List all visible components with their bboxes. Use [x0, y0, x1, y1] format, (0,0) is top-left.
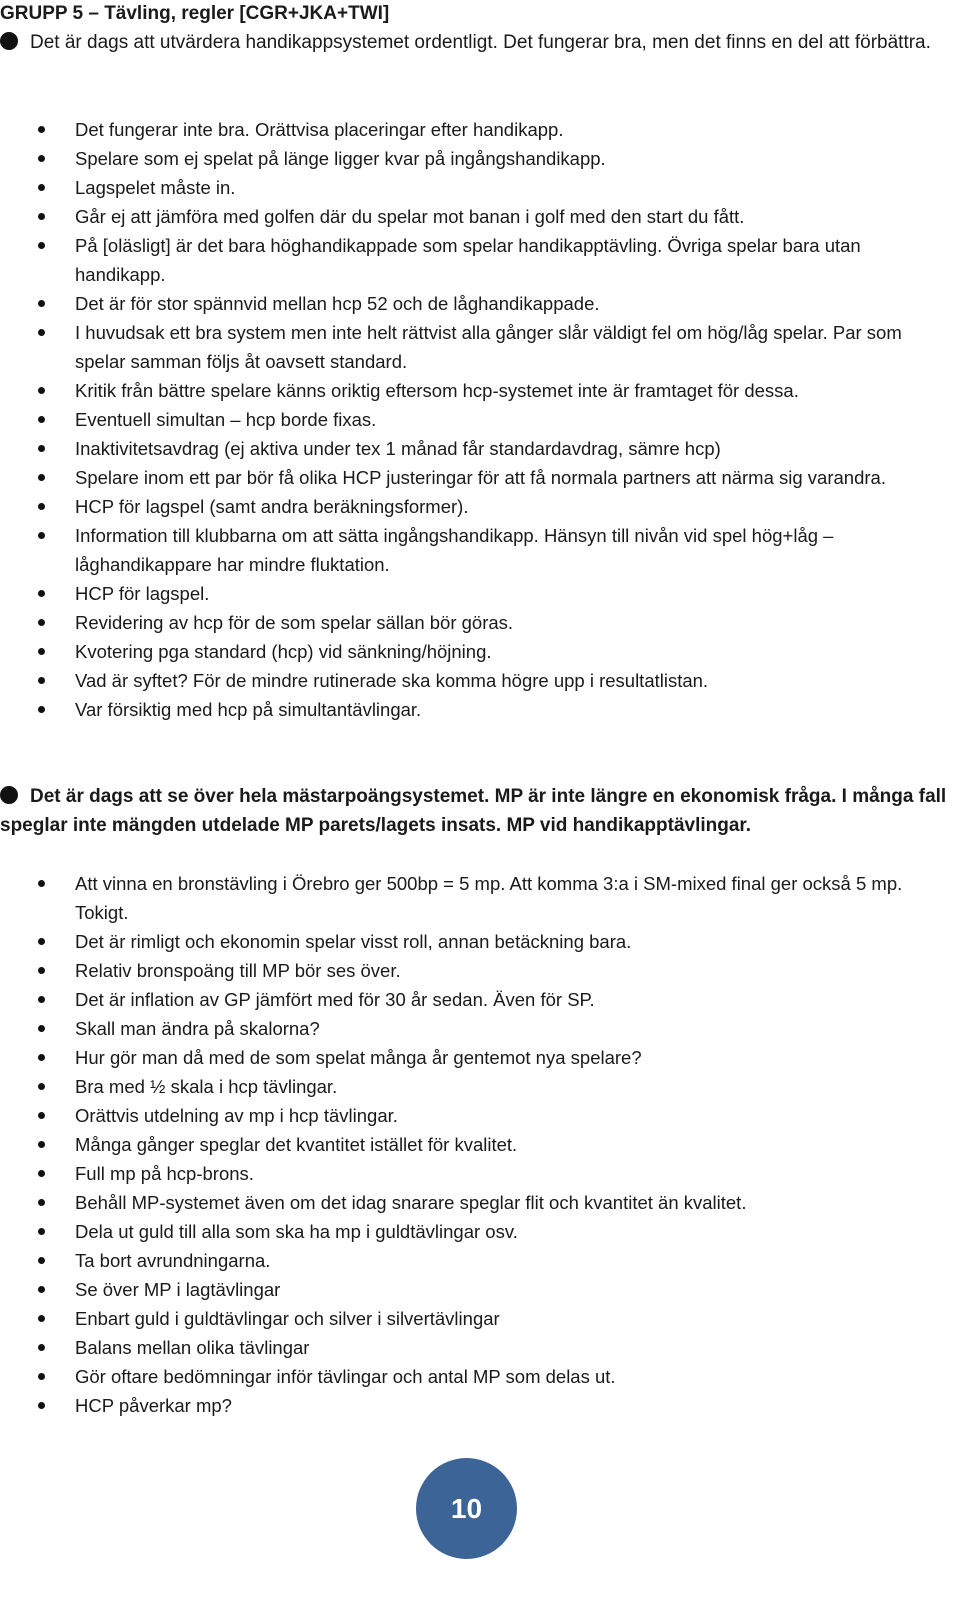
- list-item: Orättvis utdelning av mp i hcp tävlingar.: [0, 1101, 960, 1130]
- large-bullet-icon: [0, 786, 18, 804]
- list-item: Eventuell simultan – hcp borde fixas.: [0, 405, 960, 434]
- list-item: Revidering av hcp för de som spelar sällan bör göras.: [0, 608, 960, 637]
- list-item: Inaktivitetsavdrag (ej aktiva under tex 1 månad får standardavdrag, sämre hcp): [0, 434, 960, 463]
- list-item: Enbart guld i guldtävlingar och silver i silvertävlingar: [0, 1304, 960, 1333]
- list-item: Dela ut guld till alla som ska ha mp i guldtävlingar osv.: [0, 1217, 960, 1246]
- page-number-badge: 10: [416, 1458, 517, 1559]
- list-item: Kritik från bättre spelare känns oriktig eftersom hcp-systemet inte är framtaget för dessa.: [0, 376, 960, 405]
- list-item: På [oläsligt] är det bara höghandikappade som spelar handikapptävling. Övriga spelar bara utan handikapp.: [0, 231, 960, 289]
- section2-lead-text: Det är dags att se över hela mästarpoängsystemet. MP är inte längre en ekonomisk fråga. I många fall speglar inte mängden utdelade MP parets/lagets insats. MP vid handikapptävlingar.: [0, 786, 947, 836]
- list-item: Kvotering pga standard (hcp) vid sänkning/höjning.: [0, 637, 960, 666]
- large-bullet-icon: [0, 32, 18, 50]
- list-item: Bra med ½ skala i hcp tävlingar.: [0, 1072, 960, 1101]
- list-item: Spelare som ej spelat på länge ligger kvar på ingångshandikapp.: [0, 144, 960, 173]
- list-item: Lagspelet måste in.: [0, 173, 960, 202]
- list-item: HCP för lagspel (samt andra beräkningsformer).: [0, 492, 960, 521]
- page-title: GRUPP 5 – Tävling, regler [CGR+JKA+TWI]: [0, 3, 390, 24]
- section2-lead: [0, 782, 950, 840]
- list-item: Det är rimligt och ekonomin spelar visst roll, annan betäckning bara.: [0, 927, 960, 956]
- section1-list: [0, 115, 960, 724]
- list-item: Gör oftare bedömningar inför tävlingar och antal MP som delas ut.: [0, 1362, 960, 1391]
- list-item: Går ej att jämföra med golfen där du spelar mot banan i golf med den start du fått.: [0, 202, 960, 231]
- list-item: HCP påverkar mp?: [0, 1391, 960, 1420]
- list-item: Se över MP i lagtävlingar: [0, 1275, 960, 1304]
- list-item: Det är för stor spännvid mellan hcp 52 och de låghandikappade.: [0, 289, 960, 318]
- list-item: Spelare inom ett par bör få olika HCP justeringar för att få normala partners att närma sig varandra.: [0, 463, 960, 492]
- list-item: Information till klubbarna om att sätta ingångshandikapp. Hänsyn till nivån vid spel hög+låg – låghandikappare har mindre fluktation.: [0, 521, 960, 579]
- list-item: Hur gör man då med de som spelat många år gentemot nya spelare?: [0, 1043, 960, 1072]
- list-item: Många gånger speglar det kvantitet istället för kvalitet.: [0, 1130, 960, 1159]
- list-item: Att vinna en bronstävling i Örebro ger 500bp = 5 mp. Att komma 3:a i SM-mixed final ger också 5 mp. Tokigt.: [0, 869, 960, 927]
- list-item: Skall man ändra på skalorna?: [0, 1014, 960, 1043]
- list-item: Balans mellan olika tävlingar: [0, 1333, 960, 1362]
- list-item: Relativ bronspoäng till MP bör ses över.: [0, 956, 960, 985]
- list-item: Full mp på hcp-brons.: [0, 1159, 960, 1188]
- list-item: I huvudsak ett bra system men inte helt rättvist alla gånger slår väldigt fel om hög/låg spelar. Par som spelar samman följs åt oavsett standard.: [0, 318, 960, 376]
- list-item: Vad är syftet? För de mindre rutinerade ska komma högre upp i resultatlistan.: [0, 666, 960, 695]
- list-item: Behåll MP-systemet även om det idag snarare speglar flit och kvantitet än kvalitet.: [0, 1188, 960, 1217]
- list-item: Det fungerar inte bra. Orättvisa placeringar efter handikapp.: [0, 115, 960, 144]
- list-item: HCP för lagspel.: [0, 579, 960, 608]
- list-item: Var försiktig med hcp på simultantävlingar.: [0, 695, 960, 724]
- section2-list: [0, 869, 960, 1420]
- section1-lead-text: Det är dags att utvärdera handikappsystemet ordentligt. Det fungerar bra, men det finns en del att förbättra.: [30, 32, 931, 53]
- section1-lead: [0, 28, 950, 57]
- list-item: Ta bort avrundningarna.: [0, 1246, 960, 1275]
- list-item: Det är inflation av GP jämfört med för 30 år sedan. Även för SP.: [0, 985, 960, 1014]
